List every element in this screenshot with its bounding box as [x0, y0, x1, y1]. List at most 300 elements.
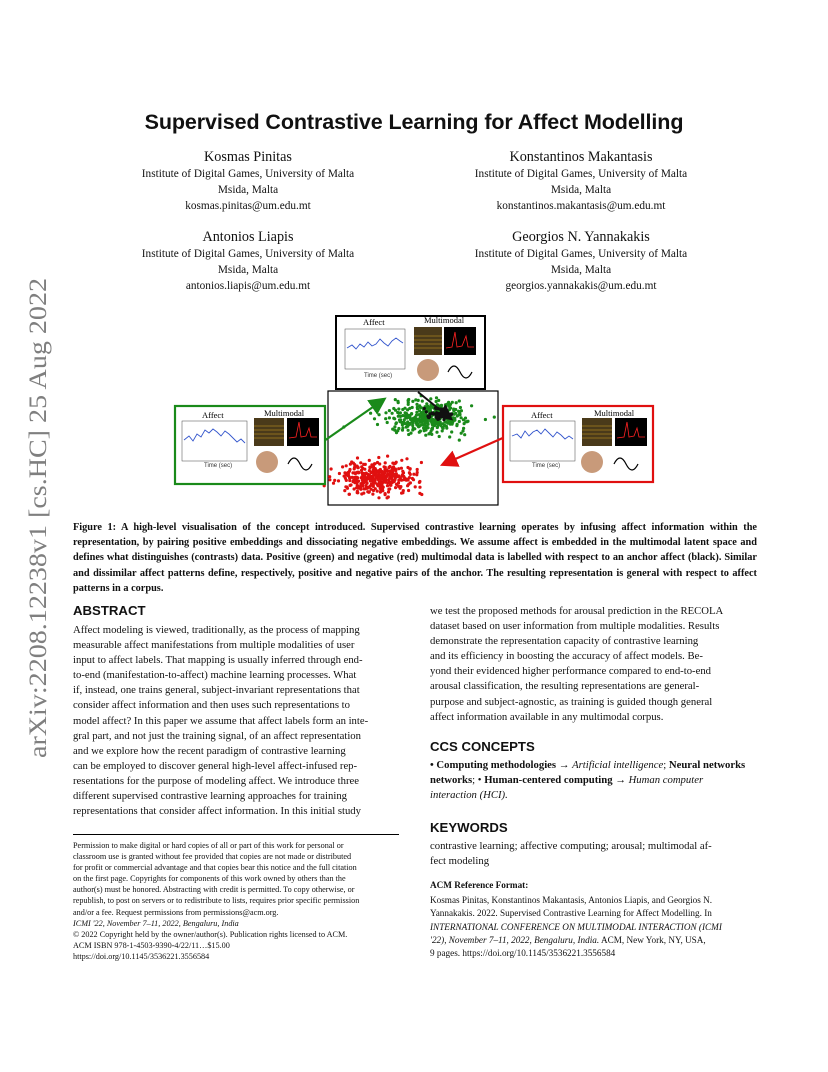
scatter-point — [359, 461, 362, 464]
text-line: gral part, and not just the training signal, of an affect representation — [73, 729, 361, 742]
scatter-point — [330, 467, 333, 470]
reference-heading: ACM Reference Format: — [430, 880, 529, 890]
scatter-point — [379, 477, 382, 480]
face-icon — [417, 359, 439, 381]
text-line: dataset based on user information from multiple modalities. Results — [430, 620, 720, 633]
scatter-point — [431, 419, 434, 422]
author-email: antonios.liapis@um.edu.mt — [185, 280, 311, 293]
scatter-point — [405, 457, 408, 460]
ccs-concepts — [430, 758, 760, 773]
scatter-point — [425, 425, 428, 428]
scatter-point — [407, 433, 410, 436]
scatter-point — [451, 401, 454, 404]
text-line: if, instead, one trains general, subject-invariant representations that — [73, 684, 360, 697]
scatter-point — [368, 477, 371, 480]
text-line: yond their evidenced higher performance compared to end-to-end — [430, 665, 712, 678]
scatter-point — [349, 484, 352, 487]
scatter-point — [378, 462, 381, 465]
scatter-point — [397, 467, 400, 470]
scatter-point — [421, 412, 424, 415]
text-line: and we explore how the recent paradigm of contrastive learning — [73, 744, 346, 757]
scatter-point — [458, 412, 461, 415]
scatter-point — [372, 478, 375, 481]
scatter-point — [440, 404, 443, 407]
scatter-point — [363, 477, 366, 480]
scatter-point — [333, 479, 336, 482]
panel-multimodal-label: Multimodal — [424, 315, 465, 325]
scatter-point — [418, 492, 421, 495]
author-affiliation: Institute of Digital Games, University of Malta — [474, 168, 688, 180]
author-affiliation: Institute of Digital Games, University of Malta — [141, 248, 355, 260]
ccs-heading: CCS CONCEPTS — [430, 739, 535, 754]
face-icon — [581, 451, 603, 473]
scatter-point — [360, 492, 363, 495]
ccs-arrow: → — [558, 759, 570, 771]
footnote-rule — [73, 834, 399, 835]
scatter-point — [451, 423, 454, 426]
scatter-point — [365, 486, 368, 489]
scatter-point — [397, 415, 400, 418]
scatter-point — [425, 402, 428, 405]
scatter-point — [384, 461, 387, 464]
ccs-concepts-line3: interaction (HCI). — [430, 789, 508, 801]
scatter-point — [411, 477, 414, 480]
scatter-point — [416, 468, 419, 471]
author-location: Msida, Malta — [217, 264, 279, 277]
permission-lines — [73, 840, 403, 918]
keywords-line: contrastive learning; affective computing; arousal; multimodal af- — [430, 840, 712, 852]
scatter-point — [385, 478, 388, 481]
scatter-point — [430, 433, 433, 436]
ccs-concepts-line2: networks; • Human-centered computing → Human computer — [430, 774, 704, 786]
scatter-point — [417, 425, 420, 428]
scatter-point — [414, 416, 417, 419]
scatter-point — [398, 420, 401, 423]
text-line: affect information available in any multimodal corpus. — [430, 710, 664, 723]
scatter-point — [400, 459, 403, 462]
ccs-term: Human-centered computing — [484, 774, 613, 786]
scatter-point — [353, 487, 356, 490]
scatter-point — [411, 400, 414, 403]
scatter-point — [415, 403, 418, 406]
scatter-point — [357, 466, 360, 469]
scatter-point — [466, 420, 469, 423]
figure-caption: Figure 1: A high-level visualisation of the concept introduced. Supervised contrastive learning operates by infusing affect information within the representation, by pairing positive embeddings and dissociating negative embeddings. We assume affect is embedded in the multimodal latent space and defines what distinguishes (contrasts) data. Positive (green) and negative (red) multimodal data is labelled with respect to an anchor affect (black). Similar and dissimilar affect patterns define, respectively, positive and negative pairs of the anchor. The resulting representation is general with respect to affect patterns in a corpus. — [73, 522, 757, 594]
scatter-point — [427, 432, 430, 435]
panel-multimodal-label: Multimodal — [594, 408, 635, 418]
scatter-point — [412, 473, 415, 476]
reference-line: Kosmas Pinitas, Konstantinos Makantasis, Antonios Liapis, and Georgios N. — [430, 895, 713, 905]
scatter-point — [460, 409, 463, 412]
scatter-point — [393, 479, 396, 482]
scatter-point — [387, 490, 390, 493]
text-line: republish, to post on servers or to redistribute to lists, requires prior specific permission — [73, 896, 360, 906]
scatter-point — [368, 474, 371, 477]
positive-panel — [175, 406, 325, 484]
scatter-point — [455, 424, 458, 427]
scatter-point — [388, 487, 391, 490]
scatter-point — [452, 408, 455, 411]
reference-line: ACM, New York, NY, USA, — [599, 934, 706, 945]
scatter-point — [393, 468, 396, 471]
scatter-point — [386, 474, 389, 477]
scatter-point — [435, 413, 438, 416]
scatter-point — [348, 479, 351, 482]
scatter-point — [328, 478, 331, 481]
scatter-point — [343, 471, 346, 474]
scatter-point — [396, 475, 399, 478]
time-axis-label: Time (sec) — [204, 463, 233, 469]
scatter-point — [332, 482, 335, 485]
author-location: Msida, Malta — [217, 184, 279, 197]
text-line: Permission to make digital or hard copies of all or part of this work for personal or — [73, 841, 344, 850]
scatter-point — [448, 403, 451, 406]
scatter-point — [401, 470, 404, 473]
author-email: georgios.yannakakis@um.edu.mt — [505, 280, 657, 293]
text-line: classroom use is granted without fee provided that copies are not made or distributed — [73, 852, 352, 862]
scatter-point — [337, 479, 340, 482]
scatter-point — [418, 409, 421, 412]
scatter-point — [417, 399, 420, 402]
scatter-point — [382, 470, 385, 473]
scatter-point — [348, 468, 351, 471]
permission-notice — [73, 840, 403, 962]
scatter-point — [423, 407, 426, 410]
scatter-point — [383, 465, 386, 468]
negative-panel — [503, 406, 653, 482]
panel-affect-label: Affect — [531, 410, 553, 420]
scatter-point — [407, 483, 410, 486]
scatter-point — [435, 416, 438, 419]
scatter-point — [411, 428, 414, 431]
scatter-point — [458, 399, 461, 402]
scatter-point — [397, 407, 400, 410]
scatter-point — [470, 404, 473, 407]
text-line: Affect modeling is viewed, traditionally, as the process of mapping — [73, 624, 360, 636]
arxiv-stamp-text: arXiv:2208.12238v1 [cs.HC] 25 Aug 2022 — [25, 330, 52, 758]
venue-line: ICMI '22, November 7–11, 2022, Bengaluru, India — [73, 918, 239, 928]
scatter-point — [389, 484, 392, 487]
scatter-point — [369, 485, 372, 488]
face-icon — [256, 451, 278, 473]
ccs-separator: ; — [663, 759, 667, 771]
text-line: to-end (manifestation-to-affect) machine learning processes. What — [73, 669, 357, 682]
scatter-point — [436, 425, 439, 428]
scatter-point — [418, 481, 421, 484]
scatter-point — [418, 431, 421, 434]
scatter-point — [421, 416, 424, 419]
scatter-point — [420, 461, 423, 464]
scatter-point — [450, 430, 453, 433]
scatter-point — [386, 455, 389, 458]
scatter-point — [408, 471, 411, 474]
scatter-point — [378, 413, 381, 416]
scatter-point — [424, 428, 427, 431]
scatter-point — [381, 489, 384, 492]
text-line: different supervised contrastive learning approaches for training — [73, 790, 348, 803]
scatter-point — [418, 413, 421, 416]
scatter-point — [427, 416, 430, 419]
abstract-heading: ABSTRACT — [73, 603, 146, 618]
scatter-point — [405, 426, 408, 429]
scatter-point — [357, 480, 360, 483]
panel-multimodal-label: Multimodal — [264, 408, 305, 418]
scatter-point — [406, 413, 409, 416]
scatter-point — [394, 422, 397, 425]
scatter-point — [424, 434, 427, 437]
scatter-point — [414, 485, 417, 488]
scatter-point — [435, 431, 438, 434]
author-location: Msida, Malta — [550, 184, 612, 197]
keywords-heading: KEYWORDS — [430, 820, 508, 835]
panel-affect-label: Affect — [202, 410, 224, 420]
author-email: konstantinos.makantasis@um.edu.mt — [496, 200, 666, 213]
scatter-point — [380, 483, 383, 486]
scatter-point — [352, 480, 355, 483]
scatter-point — [463, 433, 466, 436]
text-line: author(s) must be honored. Abstracting with credit is permitted. To copy otherwise, or — [73, 885, 355, 895]
author-location: Msida, Malta — [550, 264, 612, 277]
scatter-point — [425, 410, 428, 413]
scatter-point — [437, 399, 440, 402]
scatter-point — [395, 483, 398, 486]
scatter-point — [418, 404, 421, 407]
scatter-point — [415, 411, 418, 414]
scatter-point — [400, 467, 403, 470]
scatter-point — [377, 496, 380, 499]
scatter-point — [399, 487, 402, 490]
scatter-point — [373, 417, 376, 420]
paper-title: Supervised Contrastive Learning for Affect Modelling — [144, 110, 684, 134]
scatter-point — [344, 477, 347, 480]
scatter-point — [392, 473, 395, 476]
abstract-body — [73, 623, 399, 819]
scatter-point — [346, 487, 349, 490]
copyright-line: © 2022 Copyright held by the owner/author(s). Publication rights licensed to ACM. — [73, 929, 348, 939]
author-email: kosmas.pinitas@um.edu.mt — [185, 200, 311, 213]
text-line: resentations for the purpose of modeling affect. We introduce three — [73, 774, 360, 787]
scatter-point — [374, 487, 377, 490]
scatter-point — [373, 471, 376, 474]
text-line: input to affect labels. That mapping is usually inferred through end- — [73, 654, 363, 667]
scatter-point — [386, 421, 389, 424]
panel-affect-label: Affect — [363, 317, 385, 327]
scatter-point — [353, 466, 356, 469]
time-axis-label: Time (sec) — [532, 463, 561, 469]
scatter-point — [376, 423, 379, 426]
scatter-point — [343, 489, 346, 492]
scatter-point — [387, 495, 390, 498]
scatter-point — [372, 482, 375, 485]
ccs-term: Artificial intelligence — [572, 759, 664, 771]
scatter-point — [356, 456, 359, 459]
scatter-point — [359, 488, 362, 491]
ccs-arrow: → — [615, 774, 626, 786]
scatter-point — [372, 475, 375, 478]
scatter-point — [455, 401, 458, 404]
text-line: representations that consider affect information. In this initial study — [73, 805, 361, 818]
abstract-continued — [430, 604, 757, 725]
scatter-point — [391, 412, 394, 415]
scatter-point — [429, 430, 432, 433]
scatter-point — [348, 476, 351, 479]
scatter-point — [407, 398, 410, 401]
scatter-point — [449, 406, 452, 409]
text-line: measurable affect manifestations from multiple modalities of user — [73, 639, 355, 652]
author-affiliation: Institute of Digital Games, University of Malta — [474, 248, 688, 260]
scatter-point — [396, 429, 399, 432]
scatter-point — [385, 468, 388, 471]
text-line: for profit or commercial advantage and that copies bear this notice and the full citation — [73, 863, 357, 873]
time-axis-label: Time (sec) — [364, 373, 393, 379]
scatter-point — [360, 476, 363, 479]
scatter-point — [411, 421, 414, 424]
scatter-point — [459, 406, 462, 409]
text-line: can be employed to discover general high-level affect-infused rep- — [73, 759, 358, 772]
text-line: arousal classification, the resulting representations are general- — [430, 680, 700, 693]
scatter-point — [361, 484, 364, 487]
keywords-body — [430, 839, 760, 869]
scatter-point — [370, 465, 373, 468]
text-line: and its efficiency in boosting the accuracy of affect models. Be- — [430, 650, 703, 663]
scatter-point — [407, 429, 410, 432]
figure-1 — [0, 0, 828, 520]
scatter-point — [384, 481, 387, 484]
scatter-point — [438, 435, 441, 438]
scatter-point — [458, 420, 461, 423]
scatter-point — [461, 429, 464, 432]
scatter-point — [392, 465, 395, 468]
scatter-point — [394, 398, 397, 401]
reference-line: 9 pages. https://doi.org/10.1145/3536221.3556584 — [430, 948, 616, 959]
scatter-point — [388, 416, 391, 419]
scatter-point — [384, 417, 387, 420]
keywords-line: fect modeling — [430, 855, 490, 868]
text-line: on the first page. Copyrights for components of this work owned by others than the — [73, 874, 346, 884]
scatter-point — [448, 435, 451, 438]
text-line: we test the proposed methods for arousal prediction in the RECOLA — [430, 605, 724, 617]
reference-line: Yannakakis. 2022. Supervised Contrastive Learning for Affect Modelling. In — [430, 908, 712, 919]
scatter-point — [435, 396, 438, 399]
text-line: and/or a fee. Request permissions from permissions@acm.org. — [73, 907, 279, 917]
text-line: purpose and subject-agnostic, as training is guided though general — [430, 695, 713, 708]
scatter-point — [348, 493, 351, 496]
text-line: model affect? In this paper we assume that affect labels form an inte- — [73, 714, 369, 727]
scatter-point — [360, 469, 363, 472]
scatter-point — [364, 463, 367, 466]
scatter-point — [369, 412, 372, 415]
doi-line: https://doi.org/10.1145/3536221.3556584 — [73, 951, 210, 961]
scatter-point — [371, 493, 374, 496]
author-name: Kosmas Pinitas — [204, 149, 292, 165]
reference-line: INTERNATIONAL CONFERENCE ON MULTIMODAL INTERACTION (ICMI — [430, 921, 722, 932]
scatter-point — [453, 419, 456, 422]
scatter-point — [401, 408, 404, 411]
scatter-point — [421, 400, 424, 403]
scatter-point — [384, 411, 387, 414]
author-affiliation: Institute of Digital Games, University of Malta — [141, 168, 355, 180]
scatter-point — [345, 464, 348, 467]
scatter-point — [355, 476, 358, 479]
scatter-point — [408, 407, 411, 410]
scatter-point — [356, 485, 359, 488]
scatter-point — [458, 439, 461, 442]
scatter-point — [394, 486, 397, 489]
author-name: Konstantinos Makantasis — [509, 149, 653, 165]
scatter-point — [405, 479, 408, 482]
scatter-point — [406, 420, 409, 423]
scatter-point — [406, 466, 409, 469]
scatter-point — [418, 486, 421, 489]
scatter-point — [454, 412, 457, 415]
scatter-point — [427, 406, 430, 409]
scatter-point — [460, 416, 463, 419]
scatter-point — [396, 400, 399, 403]
scatter-point — [441, 429, 444, 432]
scatter-point — [356, 490, 359, 493]
isbn-line: ACM ISBN 978-1-4503-9390-4/22/11…$15.00 — [73, 940, 230, 950]
ccs-term: Neural networks — [668, 759, 746, 771]
scatter-point — [341, 465, 344, 468]
scatter-point — [429, 412, 432, 415]
author-name: Antonios Liapis — [202, 229, 294, 245]
anchor-panel — [336, 315, 485, 389]
scatter-point — [386, 484, 389, 487]
scatter-point — [388, 409, 391, 412]
scatter-point — [448, 419, 451, 422]
scatter-point — [393, 462, 396, 465]
scatter-point — [401, 473, 404, 476]
scatter-point — [445, 427, 448, 430]
scatter-point — [401, 426, 404, 429]
scatter-point — [364, 472, 367, 475]
reference-body — [430, 894, 760, 960]
scatter-point — [416, 422, 419, 425]
scatter-point — [392, 407, 395, 410]
author-name: Georgios N. Yannakakis — [512, 229, 650, 245]
scatter-point — [442, 418, 445, 421]
scatter-point — [444, 404, 447, 407]
scatter-point — [376, 484, 379, 487]
scatter-point — [429, 397, 432, 400]
scatter-point — [377, 456, 380, 459]
scatter-point — [493, 416, 496, 419]
scatter-point — [401, 491, 404, 494]
scatter-point — [441, 422, 444, 425]
scatter-point — [407, 489, 410, 492]
scatter-point — [350, 460, 353, 463]
text-line: consider affect information and then uses such representations to — [73, 699, 350, 712]
scatter-point — [421, 423, 424, 426]
scatter-point — [411, 424, 414, 427]
scatter-point — [338, 472, 341, 475]
scatter-point — [484, 418, 487, 421]
ccs-term: • Computing methodologies — [430, 759, 557, 771]
scatter-point — [416, 471, 419, 474]
scatter-point — [328, 475, 331, 478]
reference-line: '22), November 7–11, 2022, Bengaluru, India. — [430, 934, 600, 945]
scatter-point — [399, 411, 402, 414]
scatter-point — [464, 417, 467, 420]
scatter-point — [384, 492, 387, 495]
text-line: demonstrate the representation capacity of contrastive learning — [430, 635, 699, 648]
scatter-point — [357, 471, 360, 474]
scatter-point — [408, 416, 411, 419]
scatter-point — [365, 481, 368, 484]
scatter-point — [392, 417, 395, 420]
scatter-point — [417, 418, 420, 421]
scatter-point — [369, 471, 372, 474]
